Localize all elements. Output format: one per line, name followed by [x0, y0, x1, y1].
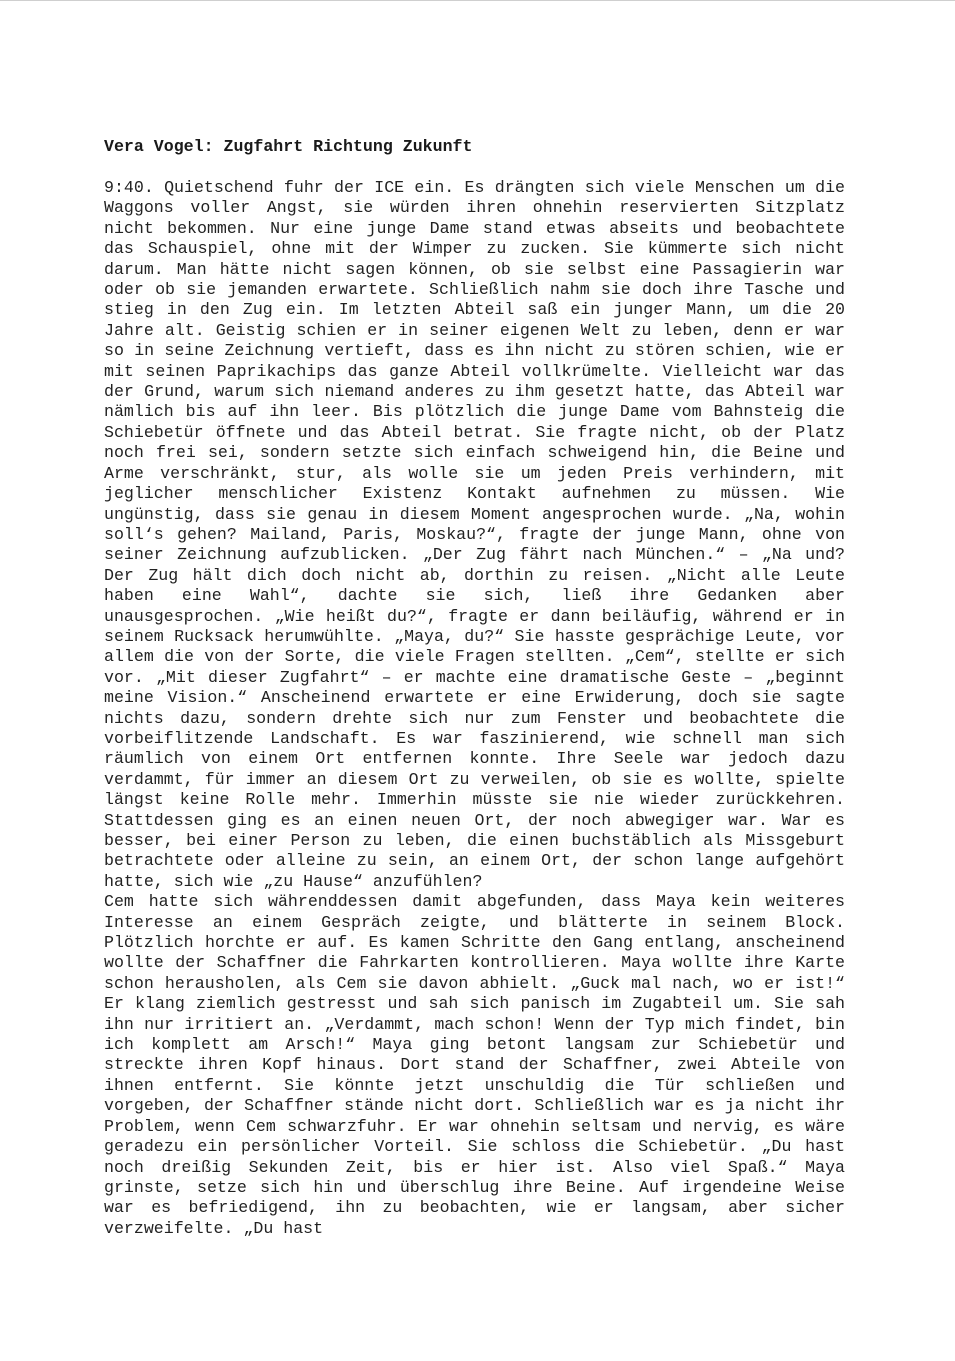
document-title: Vera Vogel: Zugfahrt Richtung Zukunft: [104, 137, 473, 156]
document-body: [104, 178, 845, 1239]
body-paragraph-1: 9:40. Quietschend fuhr der ICE ein. Es drängten sich viele Menschen um die Waggons voller Angst, sie würden ihren ohnehin reservierten Sitzplatz nicht bekommen. Nur eine junge Dame stand etwas abseits und beobachtete das Schauspiel, ohne mit der Wimper zu zucken. Sie kümmerte sich nicht darum. Man hätte nicht sagen können, ob sie selbst eine Passagierin war oder ob sie jemanden erwartete. Schließlich nahm sie doch ihre Tasche und stieg in den Zug ein. Im letzten Abteil saß ein junger Mann, um die 20 Jahre alt. Geistig schien er in seiner eigenen Welt zu leben, denn er war so in seine Zeichnung vertieft, dass es ihn nicht zu stören schien, wie er mit seinen Paprikachips das ganze Abteil vollkrümelte. Vielleicht war das der Grund, warum sich niemand anderes zu ihm gesetzt hatte, das Abteil war nämlich bis auf ihn leer. Bis plötzlich die junge Dame vom Bahnsteig die Schiebetür öffnete und das Abteil betrat. Sie fragte nicht, ob der Platz noch frei sei, sondern setzte sich einfach schweigend hin, die Beine und Arme verschränkt, stur, als wolle sie um jeden Preis verhindern, mit jeglicher menschlicher Existenz Kontakt aufnehmen zu müssen. Wie ungünstig, dass sie genau in diesem Moment angesprochen wurde. „Na, wohin soll‘s gehen? Mailand, Paris, Moskau?“, fragte der junge Mann, ohne von seiner Zeichnung aufzublicken. „Der Zug fährt nach München.“ – „Na und? Der Zug hält dich doch nicht ab, dorthin zu reisen. „Nicht alle Leute haben eine Wahl“, dachte sie sich, ließ ihre Gedanken aber unausgesprochen. „Wie heißt du?“, fragte er dann beiläufig, während er in seinem Rucksack herumwühlte. „Maya, du?“ Sie hasste gesprächige Leute, vor allem die von der Sorte, die viele Fragen stellten. „Cem“, stellte er sich vor. „Mit dieser Zugfahrt“ – er machte eine dramatische Geste – „beginnt meine Vision.“ Anscheinend erwartete er eine Erwiderung, doch sie sagte nichts dazu, sondern drehte sich nur zum Fenster und beobachtete die vorbeiflitzende Landschaft. Es war faszinierend, wie schnell man sich räumlich von einem Ort entfernen konnte. Ihre Seele war jedoch dazu verdammt, für immer an diesem Ort zu verweilen, ob sie es wollte, spielte längst keine Rolle mehr. Immerhin müsste sie nie wieder zurückkehren. Stattdessen ging es an einen neuen Ort, der noch abwegiger war. War es besser, bei einer Person zu leben, die einen buchstäblich als Missgeburt betrachtete oder alleine zu sein, an einem Ort, der schon lange aufgehört hatte, sich wie „zu Hause“ anzufühlen?: [104, 178, 845, 891]
page-top-divider: [0, 0, 955, 1]
body-paragraph-2: Cem hatte sich währenddessen damit abgefunden, dass Maya kein weiteres Interesse an einem Gespräch zeigte, und blätterte in seinem Block. Plötzlich horchte er auf. Es kamen Schritte den Gang entlang, anscheinend wollte der Schaffner die Fahrkarten kontrollieren. Maya wollte ihre Karte schon herausholen, als Cem sie davon abhielt. „Guck mal nach, wo er ist!“ Er klang ziemlich gestresst und sah sich panisch im Zugabteil um. Sie sah ihn nur irritiert an. „Verdammt, mach schon! Wenn der Typ mich findet, bin ich komplett am Arsch!“ Maya ging betont langsam zur Schiebetür und streckte ihren Kopf hinaus. Dort stand der Schaffner, zwei Abteile von ihnen entfernt. Sie könnte jetzt unschuldig die Tür schließen und vorgeben, der Schaffner stände nicht dort. Schließlich war es ja nicht ihr Problem, wenn Cem schwarzfuhr. Er war ohnehin seltsam und nervig, es wäre geradezu ein persönlicher Vorteil. Sie schloss die Schiebetür. „Du hast noch dreißig Sekunden Zeit, bis er hier ist. Also viel Spaß.“ Maya grinste, setze sich hin und überschlug ihre Beine. Auf irgendeine Weise war es befriedigend, ihn zu beobachten, wie er langsam, aber sicher verzweifelte. „Du hast: [104, 892, 845, 1238]
